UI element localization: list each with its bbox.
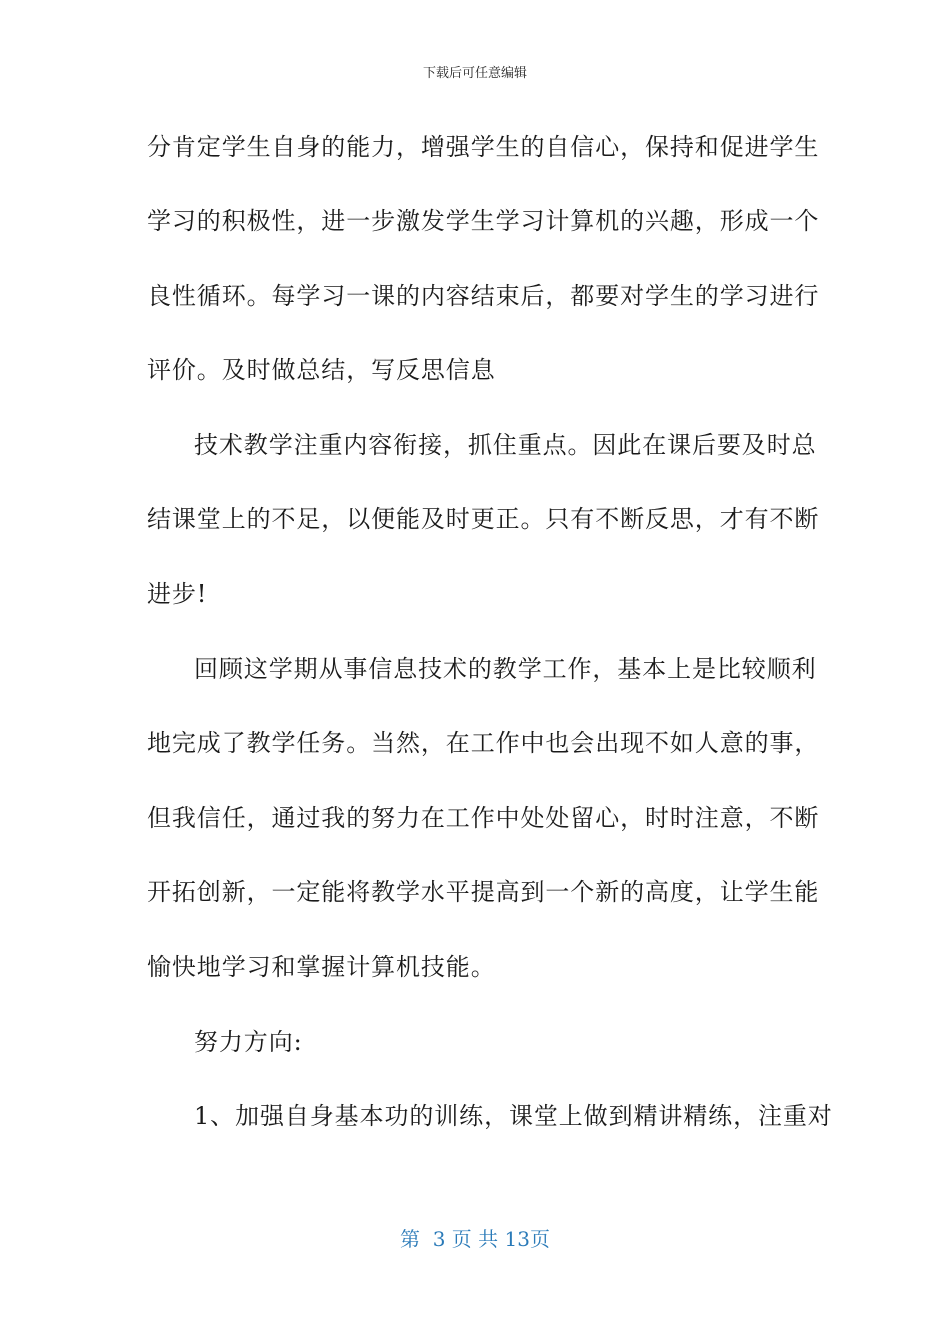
body-text-line: 地完成了教学任务。当然，在工作中也会出现不如人意的事， bbox=[147, 729, 820, 757]
body-text-line: 愉快地学习和掌握计算机技能。 bbox=[147, 953, 496, 981]
body-text-line: 结课堂上的不足，以便能及时更正。只有不断反思，才有不断 bbox=[147, 505, 820, 533]
body-text-line: 但我信任，通过我的努力在工作中处处留心，时时注意，不断 bbox=[147, 804, 820, 832]
body-text-line: 评价。及时做总结，写反思信息 bbox=[147, 356, 496, 384]
paragraph-start-line: 技术教学注重内容衔接，抓住重点。因此在课后要及时总 bbox=[194, 431, 817, 459]
body-text-line: 开拓创新，一定能将教学水平提高到一个新的高度，让学生能 bbox=[147, 878, 820, 906]
body-text-line: 学习的积极性，进一步激发学生学习计算机的兴趣，形成一个 bbox=[147, 207, 820, 235]
body-text-line: 分肯定学生自身的能力，增强学生的自信心，保持和促进学生 bbox=[147, 133, 820, 161]
section-heading: 努力方向: bbox=[194, 1028, 303, 1056]
page-header: 下载后可任意编辑 bbox=[422, 66, 527, 81]
page-number: 第 3 页 共 13页 bbox=[400, 1227, 550, 1251]
body-text-line: 良性循环。每学习一课的内容结束后，都要对学生的学习进行 bbox=[147, 282, 820, 310]
paragraph-start-line: 回顾这学期从事信息技术的教学工作，基本上是比较顺利 bbox=[194, 655, 817, 683]
list-item: 1、加强自身基本功的训练，课堂上做到精讲精练，注重对 bbox=[194, 1102, 833, 1130]
body-text-line: 进步! bbox=[147, 580, 208, 608]
